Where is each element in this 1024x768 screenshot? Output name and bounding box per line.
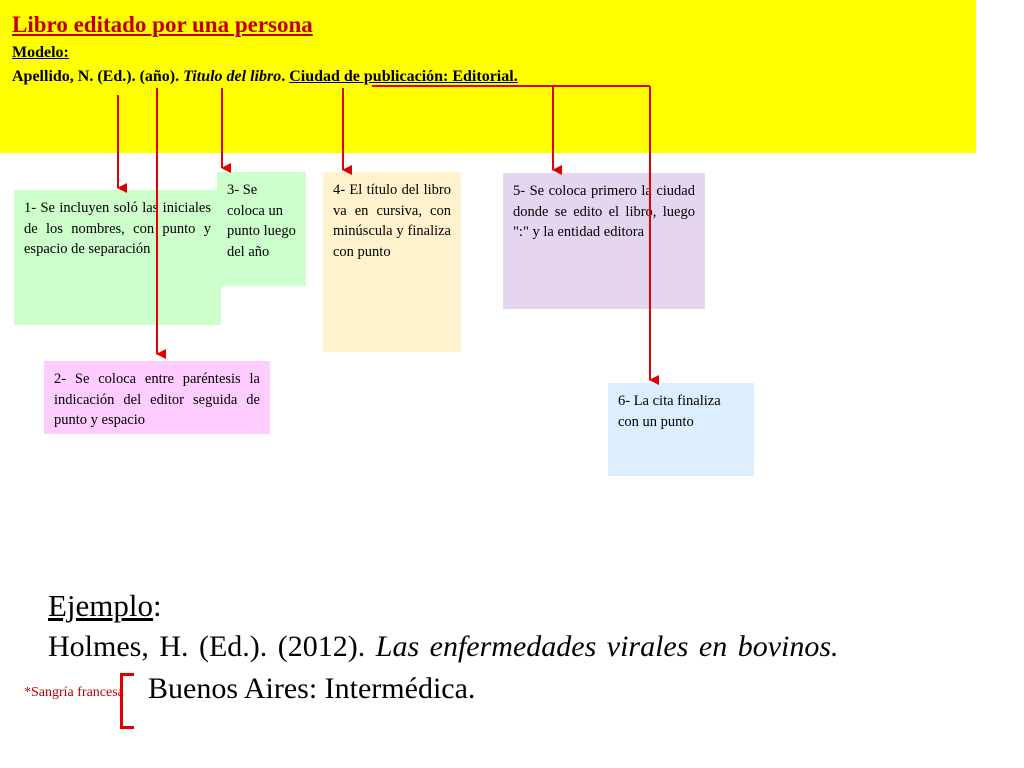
model-citation xyxy=(12,68,518,86)
model-part-title: Titulo del libro xyxy=(183,68,282,85)
model-label: Modelo: xyxy=(12,44,69,61)
model-part-author: Apellido, N. (Ed.). (año). xyxy=(12,68,184,85)
example-line-2: Buenos Aires: Intermédica. xyxy=(148,672,476,705)
note-box-1: 1- Se incluyen soló las iniciales de los nombres, con punto y espacio de separación xyxy=(14,190,221,325)
example-line-1 xyxy=(48,630,839,664)
note-box-6: 6- La cita finaliza con un punto xyxy=(608,383,754,476)
example-label xyxy=(48,588,162,624)
page-title: Libro editado por una persona xyxy=(12,12,313,37)
note-box-5: 5- Se coloca primero la ciudad donde se edito el libro, luego ":" y la entidad editora xyxy=(503,173,705,309)
example-author-year: Holmes, H. (Ed.). (2012). xyxy=(48,630,376,663)
note-box-3: 3- Se coloca un punto luego del año xyxy=(217,172,306,286)
example-word: Ejemplo xyxy=(48,588,154,623)
indent-bracket xyxy=(120,673,134,729)
model-part-dot: . xyxy=(281,68,290,85)
header-banner xyxy=(0,0,976,153)
example-title: Las enfermedades virales en bovinos. xyxy=(375,630,839,663)
note-box-4: 4- El título del libro va en cursiva, con minúscula y finaliza con punto xyxy=(323,172,461,352)
note-box-2: 2- Se coloca entre paréntesis la indicación del editor seguida de punto y espacio xyxy=(44,361,270,434)
example-colon: : xyxy=(153,588,162,623)
model-part-publisher: Ciudad de publicación: Editorial. xyxy=(289,68,518,85)
hanging-indent-note: *Sangría francesa xyxy=(24,685,124,700)
